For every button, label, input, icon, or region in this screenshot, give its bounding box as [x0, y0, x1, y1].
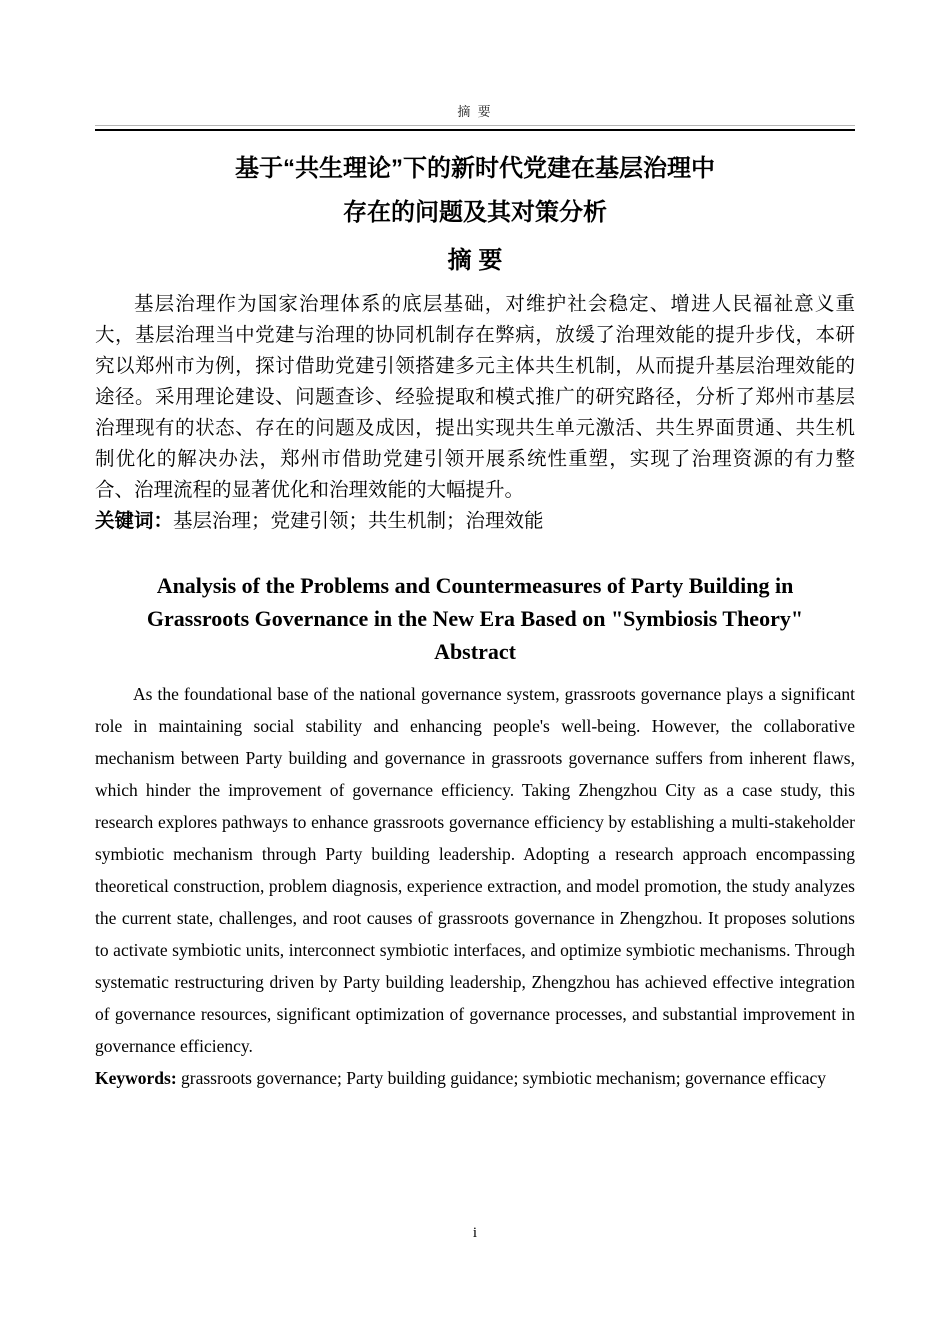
english-keywords-line: [95, 1062, 855, 1094]
english-abstract-paragraph: As the foundational base of the national governance system, grassroots governance plays a significant role in maintaining social stability and enhancing people's well-being. However, the collaborative mechanism between Party building and governance in grassroots governance suffers from inherent flaws, which hinder the improvement of governance efficiency. Taking Zhengzhou City as a case study, this research explores pathways to enhance grassroots governance efficiency by establishing a multi-stakeholder symbiotic mechanism through Party building leadership. Adopting a research approach encompassing theoretical construction, problem diagnosis, experience extraction, and model promotion, the study analyzes the current state, challenges, and root causes of grassroots governance in Zhengzhou. It proposes solutions to activate symbiotic units, interconnect symbiotic interfaces, and optimize symbiotic mechanisms. Through systematic restructuring driven by Party building leadership, Zhengzhou has achieved effective integration of governance resources, significant optimization of governance processes, and substantial improvement in governance efficiency.: [95, 684, 855, 1056]
chinese-keywords-line: [95, 506, 855, 537]
chinese-abstract-paragraph: 基层治理作为国家治理体系的底层基础，对维护社会稳定、增进人民福祉意义重大，基层治理当中党建与治理的协同机制存在弊病，放缓了治理效能的提升步伐，本研究以郑州市为例，探讨借助党建引领搭建多元主体共生机制，从而提升基层治理效能的途径。采用理论建设、问题查诊、经验提取和模式推广的研究路径，分析了郑州市基层治理现有的状态、存在的问题及成因，提出实现共生单元激活、共生界面贯通、共生机制优化的解决办法，郑州市借助党建引领开展系统性重塑，实现了治理资源的有力整合、治理流程的显著优化和治理效能的大幅提升。: [95, 294, 855, 501]
chinese-title-line2: 存在的问题及其对策分析: [343, 199, 607, 226]
english-keywords-text: grassroots governance; Party building guidance; symbiotic mechanism; governance efficacy: [176, 1068, 827, 1088]
page-number: i: [472, 1225, 478, 1241]
header-rule: [95, 125, 855, 131]
english-title-line2: Grassroots Governance in the New Era Based on "Symbiosis Theory": [146, 606, 804, 631]
running-header: [95, 104, 855, 120]
chinese-title: [95, 147, 855, 235]
chinese-title-line1: 基于“共生理论”下的新时代党建在基层治理中: [235, 155, 715, 182]
english-abstract-heading: Abstract: [434, 639, 516, 664]
chinese-abstract-heading: 摘 要: [447, 247, 503, 274]
chinese-keywords-label: 关键词：: [95, 510, 174, 532]
english-keywords-label: Keywords:: [95, 1068, 177, 1088]
chinese-keywords-text: 基层治理；党建引领；共生机制；治理效能: [173, 511, 544, 532]
running-header-text: 摘 要: [457, 104, 493, 119]
english-title-line1: Analysis of the Problems and Countermeasures of Party Building in: [156, 573, 794, 598]
english-title: [95, 569, 855, 635]
